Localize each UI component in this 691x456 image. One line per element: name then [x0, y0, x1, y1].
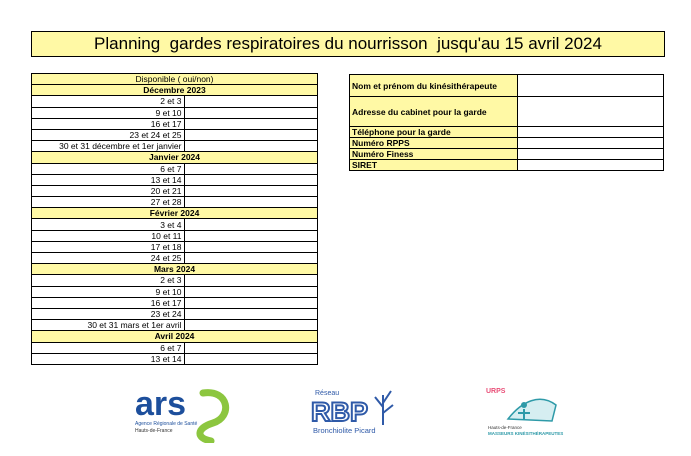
availability-cell[interactable] [184, 342, 318, 353]
date-cell: 9 et 10 [32, 107, 185, 118]
rbp-logo [305, 381, 405, 441]
date-cell: 23 et 24 et 25 [32, 129, 185, 140]
availability-cell[interactable] [184, 308, 318, 319]
date-cell: 16 et 17 [32, 297, 185, 308]
date-row [32, 342, 318, 353]
date-cell: 6 et 7 [32, 163, 185, 174]
ars-logo-line2: Hauts-de-France [135, 428, 173, 434]
info-row [350, 75, 664, 97]
date-row [32, 118, 318, 129]
date-cell: 9 et 10 [32, 286, 185, 297]
date-row [32, 129, 318, 140]
date-row [32, 163, 318, 174]
date-row [32, 308, 318, 319]
availability-header: Disponible ( oui/non) [32, 74, 318, 85]
bronchi-tree-icon [375, 391, 393, 425]
page-title: Planning gardes respiratoires du nourrisson jusqu'au 15 avril 2024 [31, 31, 665, 57]
availability-cell[interactable] [184, 353, 318, 364]
availability-cell[interactable] [184, 118, 318, 129]
availability-cell[interactable] [184, 286, 318, 297]
availability-cell[interactable] [184, 185, 318, 196]
date-row [32, 185, 318, 196]
date-cell: 30 et 31 mars et 1er avril [32, 320, 185, 331]
date-cell: 13 et 14 [32, 353, 185, 364]
info-row [350, 127, 664, 138]
info-label: Nom et prénom du kinésithérapeute [350, 75, 518, 97]
availability-cell[interactable] [184, 197, 318, 208]
date-row [32, 241, 318, 252]
availability-cell[interactable] [184, 297, 318, 308]
ars-logo [133, 383, 233, 443]
availability-cell[interactable] [184, 230, 318, 241]
info-row [350, 149, 664, 160]
date-row [32, 275, 318, 286]
date-cell: 16 et 17 [32, 118, 185, 129]
date-cell: 17 et 18 [32, 241, 185, 252]
availability-cell[interactable] [184, 107, 318, 118]
month-row [32, 331, 318, 342]
date-cell: 6 et 7 [32, 342, 185, 353]
date-row [32, 320, 318, 331]
availability-table [31, 73, 318, 365]
availability-cell[interactable] [184, 96, 318, 107]
info-label: Téléphone pour la garde [350, 127, 518, 138]
availability-cell[interactable] [184, 129, 318, 140]
date-row [32, 230, 318, 241]
table-header-row [32, 74, 318, 85]
info-value-cell[interactable] [518, 160, 664, 171]
info-row [350, 97, 664, 127]
therapist-info-table [349, 74, 664, 171]
date-cell: 2 et 3 [32, 275, 185, 286]
date-cell: 23 et 24 [32, 308, 185, 319]
availability-cell[interactable] [184, 241, 318, 252]
availability-cell[interactable] [184, 275, 318, 286]
urps-logo [482, 381, 582, 441]
urps-logo-line2: MASSEURS KINÉSITHÉRAPEUTES [488, 431, 564, 436]
date-cell: 2 et 3 [32, 96, 185, 107]
date-row [32, 297, 318, 308]
month-row [32, 264, 318, 275]
info-label: Numéro Finess [350, 149, 518, 160]
date-row [32, 96, 318, 107]
date-row [32, 353, 318, 364]
month-label: Décembre 2023 [32, 85, 318, 96]
info-value-cell[interactable] [518, 75, 664, 97]
month-label: Janvier 2024 [32, 152, 318, 163]
info-label: Numéro RPPS [350, 138, 518, 149]
month-label: Mars 2024 [32, 264, 318, 275]
availability-cell[interactable] [184, 141, 318, 152]
month-label: Février 2024 [32, 208, 318, 219]
info-value-cell[interactable] [518, 97, 664, 127]
date-cell: 30 et 31 décembre et 1er janvier [32, 141, 185, 152]
date-row [32, 174, 318, 185]
month-row [32, 152, 318, 163]
date-row [32, 253, 318, 264]
info-value-cell[interactable] [518, 127, 664, 138]
availability-cell[interactable] [184, 219, 318, 230]
info-value-cell[interactable] [518, 138, 664, 149]
date-row [32, 286, 318, 297]
urps-logo-line1: Hauts-de-France [488, 425, 522, 430]
urps-person-icon [521, 402, 527, 408]
info-row [350, 138, 664, 149]
date-cell: 20 et 21 [32, 185, 185, 196]
date-cell: 10 et 11 [32, 230, 185, 241]
month-label: Avril 2024 [32, 331, 318, 342]
date-row [32, 219, 318, 230]
rbp-logo-top: Réseau [315, 390, 340, 397]
availability-cell[interactable] [184, 174, 318, 185]
date-cell: 27 et 28 [32, 197, 185, 208]
info-label: Adresse du cabinet pour la garde [350, 97, 518, 127]
date-row [32, 197, 318, 208]
date-cell: 24 et 25 [32, 253, 185, 264]
date-cell: 13 et 14 [32, 174, 185, 185]
availability-cell[interactable] [184, 320, 318, 331]
urps-wave-icon [508, 399, 556, 421]
urps-logo-mark: URPS [486, 388, 506, 395]
date-row [32, 141, 318, 152]
rbp-logo-bottom: Bronchiolite Picard [313, 426, 376, 435]
ars-logo-mark: ars [135, 385, 187, 423]
date-row [32, 107, 318, 118]
month-row [32, 208, 318, 219]
date-cell: 3 et 4 [32, 219, 185, 230]
month-row [32, 85, 318, 96]
ars-swoosh-icon [200, 393, 226, 441]
info-label: SIRET [350, 160, 518, 171]
rbp-logo-mark: RBP [311, 397, 369, 427]
availability-cell[interactable] [184, 163, 318, 174]
info-row [350, 160, 664, 171]
availability-cell[interactable] [184, 253, 318, 264]
info-value-cell[interactable] [518, 149, 664, 160]
ars-logo-line1: Agence Régionale de Santé [135, 421, 198, 427]
